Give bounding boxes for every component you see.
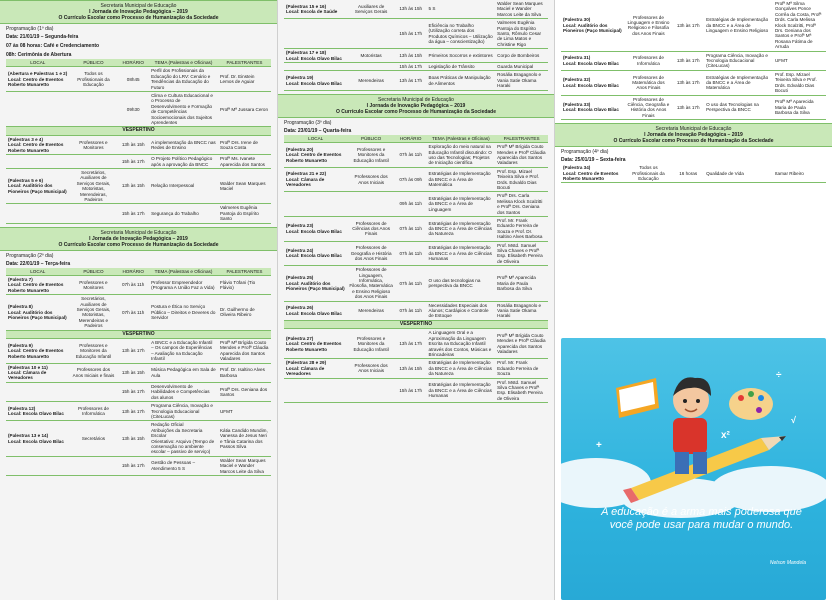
time-cell: 07h às 11h [395,266,427,301]
date-line: Data: 23/01/19 – Quarta-feira [284,127,352,134]
table-row [284,359,548,378]
time-cell: 07h às 11h [395,301,427,320]
time-cell: 08h45 [117,67,149,92]
column-header: PÚBLICO [70,59,118,67]
topic-cell: Qualidade de Vida [704,164,773,183]
location-cell: (Palestras 10 e 11) Local: Câmara de Vereadores [6,363,70,382]
topic-cell: Estratégias de Implementação da BNCC e a Área de Linguagem e Ensino Religioso [704,0,773,51]
speaker-cell: Prof. Mstd. Samuel Silva Chaves e Profª Esp. Elisabeth Pereira de Oliveira [495,241,548,266]
table-row [561,164,826,183]
time-cell: 07h às 11h [395,241,427,266]
table-row [6,92,271,127]
audience-cell: Professores e Monitores da Educação Infantil [347,329,395,359]
schedule-table-day4 [561,164,826,183]
table-row [6,339,271,364]
audience-cell [70,456,118,475]
speaker-cell: Profª Drs. Geniana dos Santos [218,382,271,401]
agenda-line: 08h: Cerimônia de Abertura [6,52,72,58]
table-row [6,421,271,456]
time-cell: 15h às 17h [117,155,149,169]
speaker-cell: Prof. Dr. Einstein Lemos de Aguiar [218,67,271,92]
column-header: PALESTRANTES [495,135,548,143]
table-row [6,275,271,294]
location-cell [284,192,347,217]
column-header: HORÁRIO [395,135,427,143]
table-row [284,63,548,71]
audience-cell: Todos os Profissionais da Educação [625,164,673,183]
speaker-cell: Prof. Mstd. Samuel Silva Chaves e Profª Esp. Elisabeth Pereira de Oliveira [495,378,548,403]
time-cell: 13h às 15h [117,421,149,456]
topic-cell: Programa Ciência, Inovação e Tecnologia Educacional (CiteLucas) [704,51,773,70]
location-cell: (Palestras 21 e 22) Local: Câmara de Vereadores [284,167,347,192]
speaker-cell: Profª Mª Silma Gonçalves Ponce Corrêa da Costa, Profª Drds. Carla Melissa Klock Scalzitti, Profª Drs. Geniana dos Santos e Profª Mª Rosana Fátima de Arruda [773,0,826,51]
column-header: PÚBLICO [347,135,395,143]
vespertino-label: VESPERTINO [6,330,271,338]
table-row [6,363,271,382]
svg-text:x²: x² [721,430,730,441]
date-line: Data: 21/01/19 – Segunda-feira [6,34,79,40]
table-row [6,456,271,475]
speaker-cell: Valmeres Eugênia Pantoja do Espírito Santo [218,204,271,223]
table-row [561,0,826,51]
audience-cell: Professores e Monitores da Educação Infantil [70,339,118,364]
table-row [284,19,548,49]
table-row [6,168,271,203]
column-day3-day4 [555,0,832,600]
schedule-table-day3-cont [561,0,826,120]
svg-text:+: + [596,440,602,451]
date-line: Data: 22/01/19 – Terça-feira [6,260,71,267]
secretaria-label: Secretaria Municipal de Educação [100,229,177,236]
speaker-cell: Profª Mª Brígida Couto Mendes e Profª Cláudia Aparecida dos Santos Valadares [495,143,548,168]
audience-cell: Professores e Monitores da Educação Infantil [347,143,395,168]
location-cell: (Palestras 13 e 14) Local: Escola Olavo Bilac [6,421,70,456]
location-cell: (Palestra 33) Local: Escola Olavo Bilac [561,95,625,120]
time-cell: 15h às 17h [117,204,149,223]
speaker-cell: UFMT [218,402,271,421]
speaker-cell: Profª Mª Brígida Couto Mendes e Profª Cláudia Aparecida dos Santos Valadares [495,329,548,359]
location-cell: (Palestra 30) Local: Auditório dos Pioneiros (Paço Municipal) [561,0,625,51]
topic-cell: A BNCC e a Educação Infantil – Os campos de Experiências – Avaliação na Educação Infantil [149,339,218,364]
topic-cell: Segurança do Trabalho [149,204,218,223]
location-cell: (Palestras 17 e 18) Local: Escola Olavo Bilac [284,49,347,63]
table-row [6,382,271,401]
student-figure [673,377,711,474]
time-cell: 13h às 17h [117,402,149,421]
column-header: TEMA (Palestras e Oficinas) [149,59,218,67]
table-row [284,301,548,320]
time-cell: 13h às 15h [395,0,427,19]
audience-cell: Professores de Ciência, Geografia e História dos Anos Finais [625,95,673,120]
speaker-cell: Profª Mª Brígida Couto Mendes e Profª Cláudia Aparecida dos Santos Valadares [218,339,271,364]
date-line: Data: 25/01/19 – Sexta-feira [561,157,626,164]
time-cell: 15h às 17h [395,19,427,49]
audience-cell: Merendeiras [347,71,395,90]
event-subtitle: O Currículo Escolar como Processo de Humanização da Sociedade [613,138,774,145]
time-cell: 13h às 17h [672,70,704,95]
topic-cell: Primeiros Socorros e extintores [427,49,496,63]
table-row [284,378,548,403]
book-icon [616,378,659,418]
program-label: Programação (2º dia) [6,252,54,259]
topic-cell: O uso das tecnologias na perspectiva da BNCC [427,266,496,301]
audience-cell: Secretários, Auxiliares de Serviços Gerais, Motoristas, Merendeiras e Padeiros [70,295,118,330]
topic-cell: Boas Práticas de Manipulação de Alimentos [427,71,496,90]
table-row [561,95,826,120]
paint-palette-icon [729,388,773,420]
table-row [6,67,271,92]
topic-cell: Gestão de Pessoas – Atendimento 5 S [149,456,218,475]
location-cell: (Palestras 28 e 29) Local: Câmara de Vereadores [284,359,347,378]
topic-cell: Estratégias de Implementação da BNCC e a Área de Linguagem [427,192,496,217]
location-cell [284,378,347,403]
table-row [6,155,271,169]
time-cell: 15h às 17h [395,378,427,403]
header-banner-day3 [278,94,554,118]
table-row [284,329,548,359]
event-subtitle: O Currículo Escolar como Processo de Humanização da Sociedade [58,15,219,21]
column-header: LOCAL [6,59,70,67]
speaker-cell: Dr. Guilhermo de Oliveira Ribeiro [218,295,271,330]
time-cell: 13h às 17h [672,0,704,51]
audience-cell: Professores de Matemática dos Anos Finais [625,70,673,95]
speaker-cell: Prof. Esp. Mizael Teixeira Silva e Prof. Drds. Edvaldo Dias Bocuti [773,70,826,95]
location-cell [6,155,70,169]
location-cell: (Abertura e Palestras 1 e 2) Local: Centro de Eventos Roberto Munaretto [6,67,70,92]
topic-cell: Relação Interpessoal [149,168,218,203]
time-cell: 16 horas [672,164,704,183]
time-cell: 13h às 15h [117,363,149,382]
location-cell: (Palestra 24) Local: Escola Olavo Bilac [284,241,347,266]
topic-cell: Exploração do meio natural na Educação Infantil discutindo: O uso das Tecnologias; Projetos de Iniciação científica [427,143,496,168]
location-cell: (Palestras 5 e 6) Local: Auditório dos Pioneiros (Paço Municipal) [6,168,70,203]
header-banner-day4 [555,123,832,147]
topic-cell: Estratégias de Implementação da BNCC e a Área de Ciências da Natureza [427,216,496,241]
audience-cell: Professores de Linguagem, Informática, Filosofia, Matemática e Ensino Religioso dos Anos Finais [347,266,395,301]
speaker-cell: Walder Sean Marques Maciel e Wander Marcos Leite da Silva [218,456,271,475]
time-cell: 13h às 17h [117,339,149,364]
topic-cell: Postura e Ética no Serviço Público – Direitos e Deveres do Servidor [149,295,218,330]
audience-cell: Professores de Informática [70,402,118,421]
vespertino-label: VESPERTINO [284,320,548,328]
time-cell: 09h às 11h [395,192,427,217]
time-cell: 07h às 09h [395,167,427,192]
audience-cell [70,92,118,127]
header-banner-day1 [0,0,277,24]
table-row [284,241,548,266]
audience-cell: Motoristas [347,49,395,63]
header-banner-day2 [0,227,277,251]
topic-cell: Eficiência no Trabalho (Utilização correta dos Produtos Químicos – Utilização da água – conscientização) [427,19,496,49]
column-header: PALESTRANTES [218,268,271,276]
topic-cell: Professor Empreendedor (Programa A União Faz a Vida) [149,275,218,294]
program-label: Programação (1º dia) [6,26,54,32]
topic-cell: O uso das Tecnologias na Perspectiva da BNCC [704,95,773,120]
topic-cell: Desenvolvimento de Habilidades e Competências dos alunos [149,382,218,401]
speaker-cell: Corpo de Bombeiros [495,49,548,63]
schedule-table-day3 [284,135,548,403]
table-row [6,135,271,154]
event-subtitle: O Currículo Escolar como Processo de Humanização da Sociedade [58,241,219,248]
quote-author: Nelson Mandela [769,560,806,566]
time-cell: 15h às 17h [395,63,427,71]
location-cell [6,456,70,475]
audience-cell: Professores dos Anos Iniciais e finais [70,363,118,382]
column-header: PÚBLICO [70,268,118,276]
student-pencil-illustration [561,338,826,508]
audience-cell [347,378,395,403]
hero-illustration [561,338,826,600]
time-cell: 13h às 15h [117,135,149,154]
audience-cell: Professores de Ciências dos Anos Finais [347,216,395,241]
event-title: I Jornada de Inovação Pedagógica – 2019 [89,235,188,242]
secretaria-label: Secretaria Municipal de Educação [378,96,454,103]
topic-cell: Estratégias de Implementação da BNCC e a Área de Matemática [704,70,773,95]
time-cell: 13h às 17h [395,329,427,359]
speaker-cell: Walder Sean Marques Maciel [218,168,271,203]
speaker-cell: Itamar Ribeiro [773,164,826,183]
audience-cell: Merendeiras [347,301,395,320]
column-header: HORÁRIO [117,59,149,67]
time-cell: 07h às 11h [395,143,427,168]
topic-cell: O Projeto Político Pedagógico após a aprovação da BNCC [149,155,218,169]
svg-text:÷: ÷ [776,370,782,381]
table-row [284,49,548,63]
location-cell: (Palestra 23) Local: Escola Olavo Bilac [284,216,347,241]
table-row [284,192,548,217]
location-cell: (Palestra 12) Local: Escola Olavo Bilac [6,402,70,421]
column-header: PALESTRANTES [218,59,271,67]
speaker-cell: Profª Ms. Ivanete Aparecida dos Santos [218,155,271,169]
event-title: I Jornada de Inovação Pedagógica – 2019 [366,102,466,109]
audience-cell [70,204,118,223]
table-row [284,143,548,168]
speaker-cell: Profª Drs. Carla Melissa Klock Scalzitti e Profª Drs. Geniana dos Santos [495,192,548,217]
topic-cell: Estratégias de Implementação da BNCC e a Área de Ciências da Natureza [427,359,496,378]
topic-cell: A implementação da BNCC nas Redes de Ensino [149,135,218,154]
location-cell: (Palestra 20) Local: Centro de Eventos Roberto Munaretto [284,143,347,168]
speaker-cell: Prof. Dr. Isaltino Alves Barbosa [218,363,271,382]
audience-cell [70,382,118,401]
table-row [561,70,826,95]
speaker-cell: Prof. Mr. Frank Eduardo Ferreira de Souza e Prof. Dr. Isaltino Alves Barbosa [495,216,548,241]
time-cell: 07h às 11h [117,275,149,294]
table-row [561,51,826,70]
program-label: Programação (3º dia) [284,119,332,126]
audience-cell: Secretários [70,421,118,456]
location-cell: (Palestra 7) Local: Centro de Eventos Roberto Munaretto [6,275,70,294]
agenda-line: 07 às 08 horas: Café e Credenciamento [6,43,100,49]
time-cell: 09h30 [117,92,149,127]
audience-cell [347,63,395,71]
speaker-cell: Valmeres Eugênia Pantoja do Espírito Santo, Rômulo Cesar de Lima Matos e Christine Rigo [495,19,548,49]
location-cell: (Palestra 8) Local: Auditório dos Pioneiros (Paço Municipal) [6,295,70,330]
location-cell: (Palestra 31) Local: Escola Olavo Bilac [561,51,625,70]
time-cell: 15h às 17h [117,456,149,475]
audience-cell: Professores dos Anos Iniciais [347,167,395,192]
speaker-cell: Profª Mª Aparecida Maria de Paula Barbosa da Silva [773,95,826,120]
column-day2-day3 [278,0,555,600]
topic-cell: Necessidades Especiais dos Alunos; Cardápios e Controle de Estoque [427,301,496,320]
location-cell [6,92,70,127]
topic-cell: Estratégias de Implementação da BNCC e a Área de Ciências Humanas [427,241,496,266]
audience-cell: Professores dos Anos Iniciais [347,359,395,378]
location-cell [6,204,70,223]
column-header: LOCAL [284,135,347,143]
table-row [284,266,548,301]
topic-cell: Estratégias de Implementação da BNCC e a Área de Ciências Humanas [427,378,496,403]
location-cell: (Palestra 34) Local: Centro de Eventos Roberto Munaretto [561,164,625,183]
audience-cell: Todos os Profissionais da Educação [70,67,118,92]
column-header: TEMA (Palestras e Oficinas) [427,135,496,143]
audience-cell: Professores de Geografia e História dos Anos Finais [347,241,395,266]
speaker-cell: Prof. Mr. Frank Eduardo Ferreira de Souza [495,359,548,378]
location-cell: (Palestra 9) Local: Centro de Eventos Roberto Munaretto [6,339,70,364]
topic-cell: Clima e Cultura Educacional e o Processo de Desenvolvimento e Formação de Competências Socioemocionais dos Sujeitos Aprendentes [149,92,218,127]
event-subtitle: O Currículo Escolar como Processo de Humanização da Sociedade [335,108,497,115]
audience-cell [347,19,395,49]
audience-cell [347,192,395,217]
event-title: I Jornada de Inovação Pedagógica – 2019 [89,9,188,15]
table-row [284,216,548,241]
time-cell: 13h às 15h [395,49,427,63]
speaker-cell: Rosália Bragagnolo e Vania Satie Okama Haraki [495,71,548,90]
audience-cell: Professores e Monitores [70,135,118,154]
location-cell: (Palestra 26) Local: Escola Olavo Bilac [284,301,347,320]
location-cell: (Palestra 27) Local: Centro de Eventos Roberto Munaretto [284,329,347,359]
speaker-cell: Kátia Candido Mundim, Vanessa de Jesus Neri e Tânia Catarina dos Passos Silva [218,421,271,456]
topic-cell: Redação Oficial Atribuições da Secretaria Escolar Orientativo: Arquivo (Tempo de conservação no ambiente escolar – passivo de serviço) [149,421,218,456]
time-cell: 07h às 11h [395,216,427,241]
vespertino-label: VESPERTINO [6,127,271,135]
location-cell: (Palestra 25) Local: Auditório dos Pioneiros (Paço Municipal) [284,266,347,301]
topic-cell: A Linguagem Oral e a Aproximação da Linguagem Escrita na Educação Infantil através dos Contos, Músicas e Brincadeiras [427,329,496,359]
column-header: LOCAL [6,268,70,276]
speaker-cell: Rosália Bragagnolo e Vania Satie Okama Haraki [495,301,548,320]
location-cell: (Palestras 3 e 4) Local: Centro de Eventos Roberto Munaretto [6,135,70,154]
audience-cell: Professores de Linguagem e Ensino Religioso e Filosofia dos Anos Finais [625,0,673,51]
location-cell: (Palestras 15 e 16) Local: Escola de Saúde [284,0,347,19]
secretaria-label: Secretaria Municipal de Educação [655,126,732,133]
schedule-table-day1 [6,59,271,224]
table-row [284,71,548,90]
location-cell: (Palestra 32) Local: Escola Olavo Bilac [561,70,625,95]
column-header: HORÁRIO [117,268,149,276]
topic-cell: Legislação de Trânsito [427,63,496,71]
topic-cell: 5 S [427,0,496,19]
audience-cell: Professores e Monitores [70,275,118,294]
svg-text:√: √ [791,415,796,425]
schedule-table-day2-cont [284,0,548,91]
secretaria-label: Secretaria Municipal de Educação [100,3,177,9]
column-day1-day2 [0,0,278,600]
audience-cell: Auxiliares de Serviços Gerais [347,0,395,19]
location-cell [284,19,347,49]
time-cell: 13h às 17h [672,95,704,120]
schedule-table-day2 [6,268,271,476]
speaker-cell: Walder Sean Marques Maciel e Wander Marcos Leite da Silva [495,0,548,19]
table-row [284,0,548,19]
audience-cell: Professores de Informática [625,51,673,70]
speaker-cell: Profª Mª Aparecida Maria de Paula Barbosa da Silva [495,266,548,301]
time-cell: 07h às 11h [117,295,149,330]
table-row [6,402,271,421]
table-row [6,204,271,223]
time-cell: 13h às 17h [395,71,427,90]
topic-cell: Programa Ciência, Inovação e Tecnologia Educacional (CiteLucas) [149,402,218,421]
program-label: Programação (4º dia) [561,149,609,156]
time-cell: 13h às 17h [672,51,704,70]
event-title: I Jornada de Inovação Pedagógica – 2019 [644,132,743,139]
location-cell [284,63,347,71]
speaker-cell: Prof. Esp. Mizael Teixeira Silva e Prof. Drds. Edvaldo Dias Bocuti [495,167,548,192]
audience-cell: Secretários, Auxiliares de Serviços Gerais, Motoristas, Merendeiras, Padeiros [70,168,118,203]
time-cell: 13h às 15h [395,359,427,378]
speaker-cell: UFMT [773,51,826,70]
speaker-cell: Profª Mª Jussara Ceron [218,92,271,127]
table-row [284,167,548,192]
speaker-cell: Flávio Töfani (Tio Flávio) [218,275,271,294]
topic-cell: Perfil dos Profissionais da Educação do LRV: Cenário e Tendências da Educação do Futuro [149,67,218,92]
quote-text: A educação é a arma mais poderosa que você pode usar para mudar o mundo. [601,506,802,531]
column-header: TEMA (Palestras e Oficinas) [149,268,218,276]
table-row [6,295,271,330]
speaker-cell: Profª Drs. Irene de Souza Costa [218,135,271,154]
location-cell [6,382,70,401]
speaker-cell: Guarda Municipal [495,63,548,71]
location-cell: (Palestra 19) Local: Escola Olavo Bilac [284,71,347,90]
topic-cell: Estratégias de Implementação da BNCC e a Área de Matemática [427,167,496,192]
time-cell: 13h às 15h [117,168,149,203]
time-cell: 15h às 17h [117,382,149,401]
audience-cell [70,155,118,169]
topic-cell: Música Pedagógica em Sala de Aula [149,363,218,382]
